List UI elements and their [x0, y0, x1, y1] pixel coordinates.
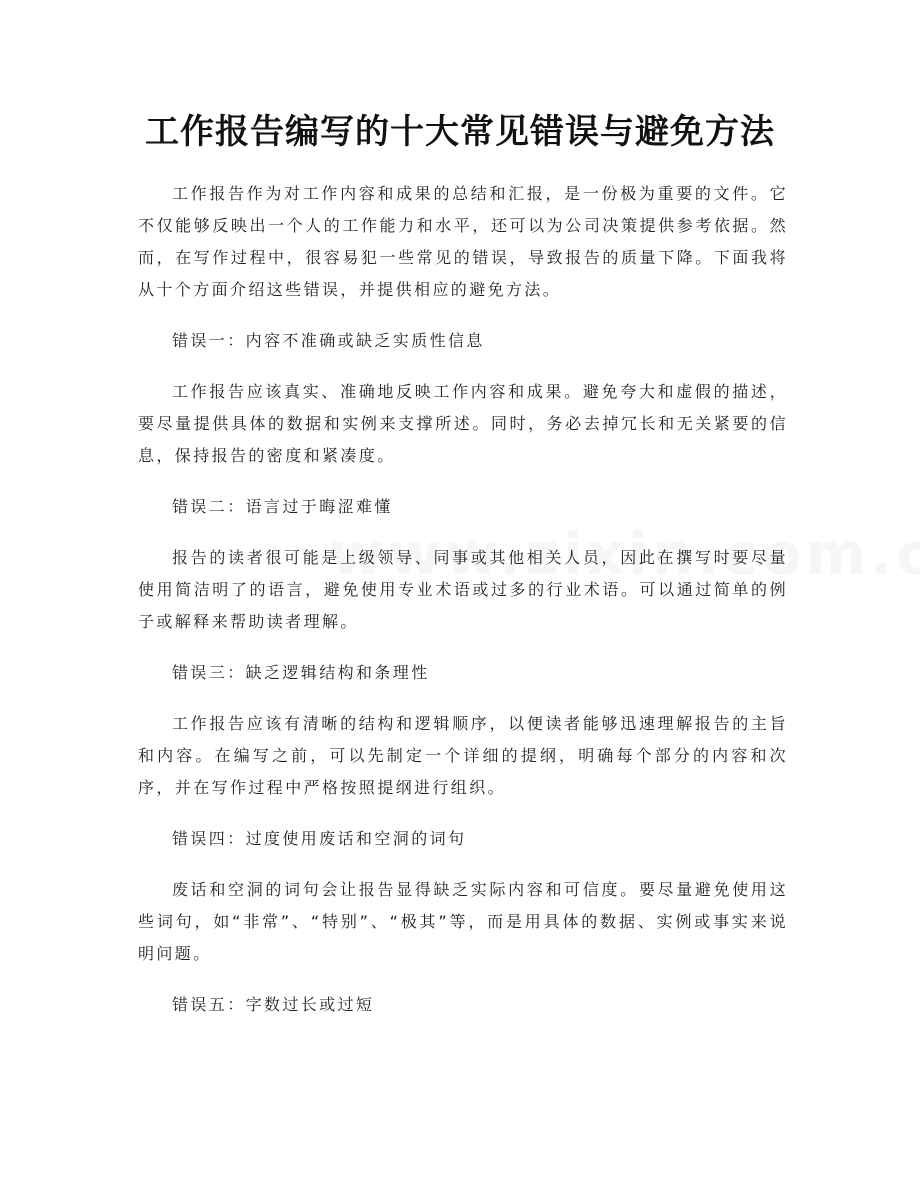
section-paragraph-3: 工作报告应该有清晰的结构和逻辑顺序，以便读者能够迅速理解报告的主旨和内容。在编写之前，可以先制定一个详细的提纲，明确每个部分的内容和次序，并在写作过程中严格按照提纲进行组织。 — [138, 714, 788, 797]
page-title: 工作报告编写的十大常见错误与避免方法 — [145, 112, 775, 152]
section-paragraph-4: 废话和空洞的词句会让报告显得缺乏实际内容和可信度。要尽量避免使用这些词句，如“非常”、“特别”、“极其”等，而是用具体的数据、实例或事实来说明问题。 — [138, 880, 788, 963]
document-body — [138, 178, 788, 1040]
section-heading-4: 错误四：过度使用废话和空洞的词句 — [172, 829, 467, 848]
section-heading-1: 错误一：内容不准确或缺乏实质性信息 — [172, 331, 485, 350]
section-heading-2: 错误二：语言过于晦涩难懂 — [172, 497, 393, 516]
section-paragraph-1: 工作报告应该真实、准确地反映工作内容和成果。避免夸大和虚假的描述，要尽量提供具体的数据和实例来支撑所述。同时，务必去掉冗长和无关紧要的信息，保持报告的密度和紧凑度。 — [138, 382, 788, 465]
section-paragraph-2: 报告的读者很可能是上级领导、同事或其他相关人员，因此在撰写时要尽量使用简洁明了的语言，避免使用专业术语或过多的行业术语。可以通过简单的例子或解释来帮助读者理解。 — [138, 548, 788, 631]
section-heading-5: 错误五：字数过长或过短 — [172, 995, 375, 1014]
section-heading-3: 错误三：缺乏逻辑结构和条理性 — [172, 663, 430, 682]
intro-paragraph: 工作报告作为对工作内容和成果的总结和汇报，是一份极为重要的文件。它不仅能够反映出一个人的工作能力和水平，还可以为公司决策提供参考依据。然而，在写作过程中，很容易犯一些常见的错误，导致报告的质量下降。下面我将从十个方面介绍这些错误，并提供相应的避免方法。 — [138, 184, 788, 299]
